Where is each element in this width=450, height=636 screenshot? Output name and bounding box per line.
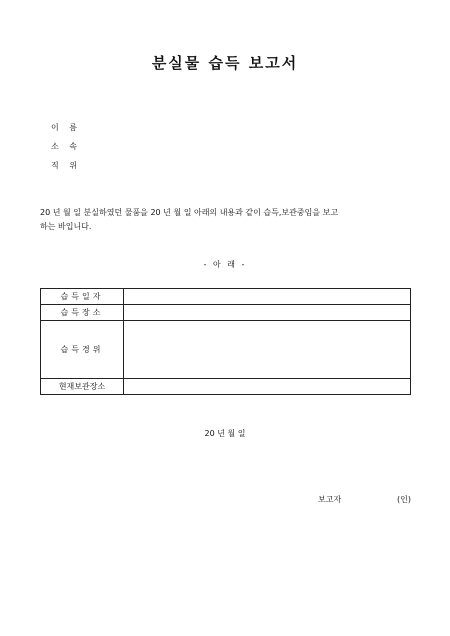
- page-title: 분실물 습득 보고서: [151, 54, 299, 72]
- name-label: 이 름: [51, 123, 81, 132]
- found-date-label: 습득일자: [41, 289, 124, 305]
- report-date: 20 년 월 일: [204, 429, 246, 438]
- found-place-field[interactable]: [124, 305, 411, 321]
- found-place-label: 습득장소: [41, 305, 124, 321]
- affiliation-label: 소 속: [51, 142, 81, 151]
- table-row: [41, 379, 411, 395]
- found-date-field[interactable]: [124, 289, 411, 305]
- found-circumstance-label: 습득경위: [41, 321, 124, 379]
- table-row: [41, 305, 411, 321]
- storage-place-field[interactable]: [124, 379, 411, 395]
- statement-line-2: 하는 바입니다.: [40, 222, 92, 231]
- table-row: [41, 289, 411, 305]
- seal-label: (인): [397, 495, 411, 504]
- table-row: [41, 321, 411, 379]
- statement-line-1: 20 년 월 일 분실하였던 물품을 20 년 월 일 아래의 내용과 같이 습득,보관중임을 보고: [40, 208, 339, 217]
- position-label: 직 위: [51, 161, 81, 170]
- notice-heading: - 아 래 -: [203, 260, 247, 269]
- found-item-table: [40, 288, 411, 395]
- storage-place-label: 현재보관장소: [41, 379, 124, 395]
- reporter-label: 보고자: [318, 495, 342, 504]
- found-circumstance-field[interactable]: [124, 321, 411, 379]
- report-statement: [40, 206, 412, 234]
